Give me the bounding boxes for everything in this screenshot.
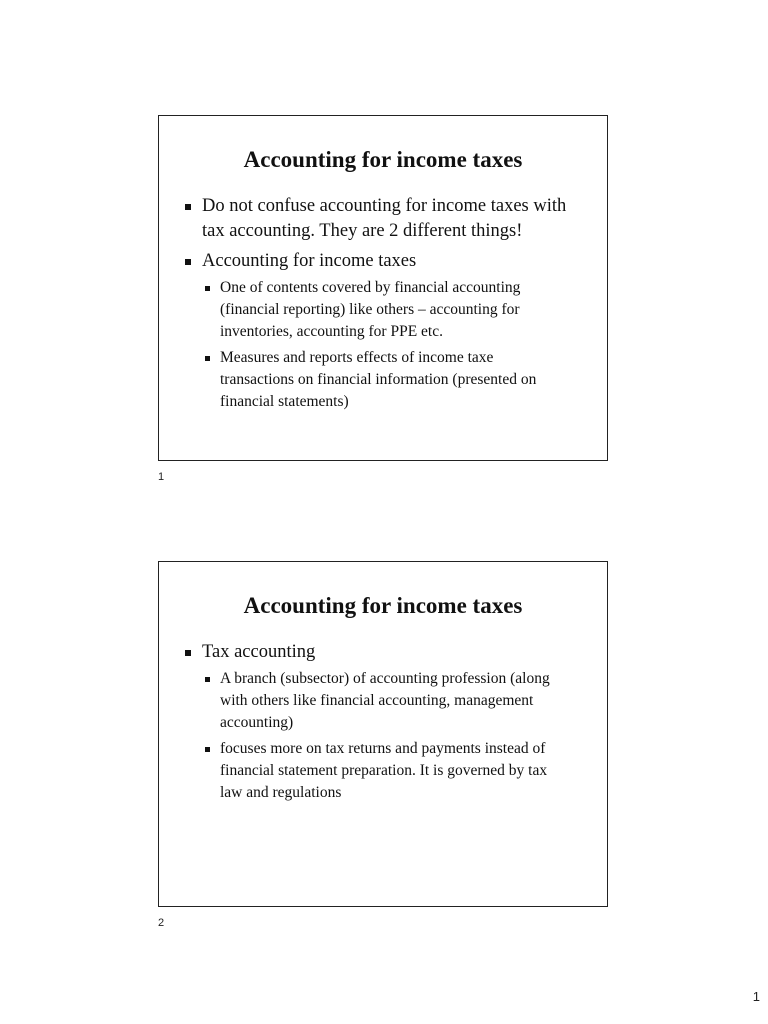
square-bullet-icon	[205, 677, 210, 682]
sub-bullet-text: A branch (subsector) of accounting profession (along with others like financial accounting, management accounting)	[220, 670, 550, 731]
bullet-text: Accounting for income taxes	[202, 251, 417, 271]
list-item	[185, 194, 569, 244]
list-item	[185, 640, 569, 804]
list-item	[185, 249, 569, 413]
square-bullet-icon	[205, 747, 210, 752]
list-item	[205, 668, 569, 734]
sub-bullet-text: focuses more on tax returns and payments instead of financial statement preparation. It is governed by tax law and regulations	[220, 740, 548, 801]
bullet-text: Do not confuse accounting for income taxes with tax accounting. They are 2 different things!	[202, 196, 567, 241]
square-bullet-icon	[185, 259, 191, 265]
square-bullet-icon	[205, 356, 210, 361]
slide-2	[158, 561, 608, 907]
slide-number: 1	[158, 471, 165, 483]
slide-1	[158, 115, 608, 461]
slide-number: 2	[158, 917, 165, 929]
sub-bullet-text: Measures and reports effects of income taxe transactions on financial information (presented on financial statements)	[220, 349, 537, 410]
square-bullet-icon	[185, 650, 191, 656]
square-bullet-icon	[205, 286, 210, 291]
bullet-list	[185, 194, 569, 413]
sub-bullet-text: One of contents covered by financial accounting (financial reporting) like others – accounting for inventories, accounting for PPE etc.	[220, 279, 521, 340]
list-item	[205, 347, 569, 413]
bullet-list	[185, 640, 569, 804]
bullet-text: Tax accounting	[202, 642, 316, 662]
list-item	[205, 277, 569, 343]
slide-title: Accounting for income taxes	[243, 147, 523, 172]
slide-title: Accounting for income taxes	[243, 593, 523, 618]
sub-bullet-list	[205, 277, 569, 413]
page-number: 1	[752, 989, 760, 1004]
list-item	[205, 738, 569, 804]
square-bullet-icon	[185, 204, 191, 210]
sub-bullet-list	[205, 668, 569, 804]
